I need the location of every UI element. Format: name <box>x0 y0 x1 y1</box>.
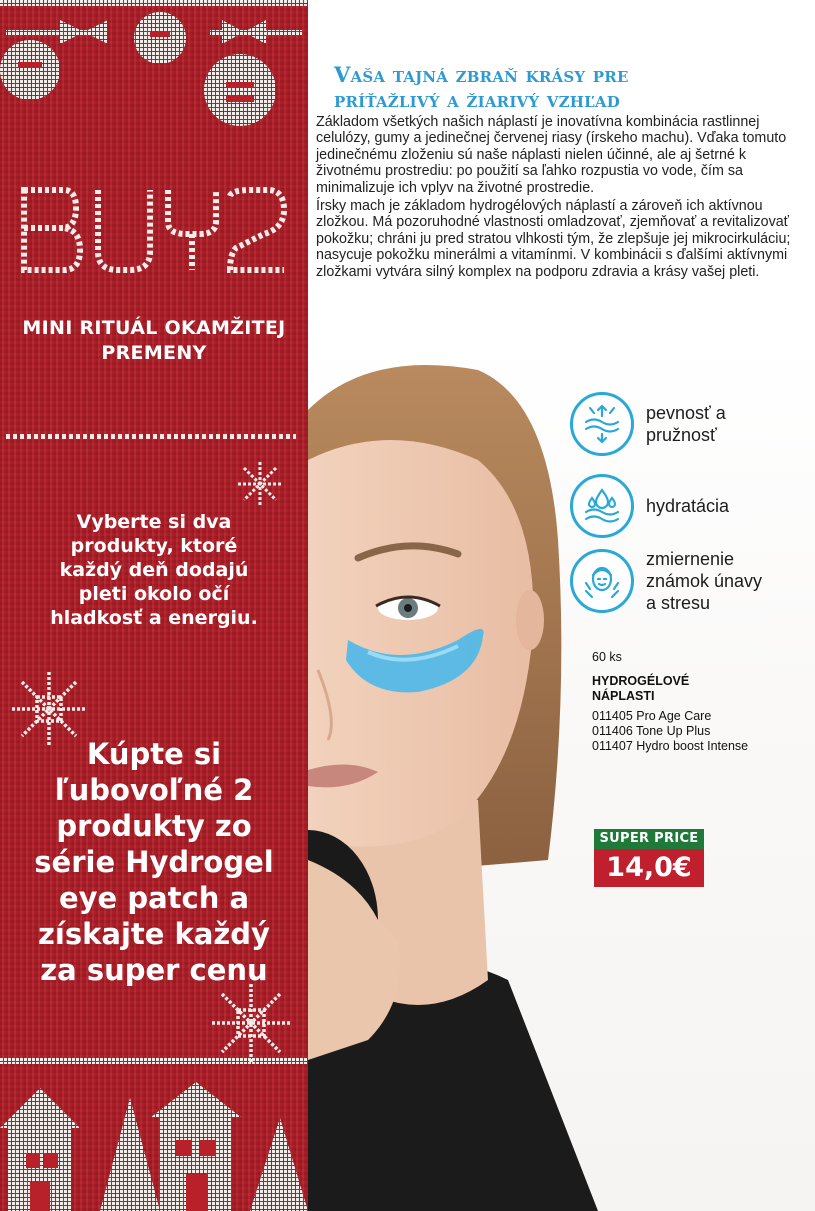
snowflake-icon <box>210 982 292 1064</box>
benefit-label: pevnosť a <box>646 403 726 423</box>
choose-text: Vyberte si dva produkty, ktoré každý deň dodajú pleti okolo očí hladkosť a energiu. <box>50 511 258 629</box>
benefit-label: a stresu <box>646 593 711 613</box>
description <box>316 114 794 280</box>
benefit-relief <box>570 548 762 614</box>
headline <box>334 62 794 112</box>
product-name-line: NÁPLASTI <box>592 689 655 703</box>
benefit-hydration <box>570 474 729 538</box>
description-paragraph-2: Írsky mach je základom hydrogélových náplastí a zároveň ich aktívnou zložkou. Má pozoruhodné vlastnosti omladzovať, zjemňovať a revitalizovať pokožku; chráni ju pred stratou vlhkosti tým, že zlepšuje jej mikrocirkuláciu; nasycuje pokožku minerálmi a vitamínmi. V kombinácii s ďalšími aktívnymi zložkami vytvára silný komplex na podporu zdravia a krásy vašej pleti. <box>316 198 791 280</box>
product-name <box>592 674 802 704</box>
benefit-firmness <box>570 392 726 456</box>
snowflake-icon <box>236 460 284 508</box>
headline-line-1: Vaša tajná zbraň krásy pre <box>334 62 629 87</box>
ornaments-pattern <box>0 0 308 140</box>
firmness-icon <box>570 392 634 456</box>
product-variant: 011407 Hydro boost Intense <box>592 739 749 753</box>
product-count: 60 ks <box>592 650 622 664</box>
benefit-label: pružnosť <box>646 425 717 445</box>
face-relief-icon <box>570 549 634 613</box>
offer-text: Kúpte si ľubovoľné 2 produkty zo série Hydrogel eye patch a získajte každý za super cenu <box>34 737 274 987</box>
headline-line-2: príťažlivý a žiarivý vzhľad <box>334 87 620 112</box>
product-variant: 011406 Tone Up Plus <box>592 724 711 738</box>
product-info <box>592 650 802 754</box>
price-badge <box>594 829 704 887</box>
knit-divider <box>6 434 296 439</box>
buy2-knit-title <box>18 182 290 278</box>
benefit-label: známok únavy <box>646 571 763 591</box>
houses-pattern <box>0 1058 308 1211</box>
hydration-icon <box>570 474 634 538</box>
benefit-label: hydratácia <box>646 496 730 516</box>
model-portrait-image <box>308 340 815 1211</box>
ritual-title: MINI RITUÁL OKAMŽITEJ PREMENY <box>22 317 286 364</box>
description-paragraph-1: Základom všetkých našich náplastí je inovatívna kombinácia rastlinnej celulózy, gumy a jedinečnej červenej riasy (írskeho machu). Vďaka tomuto jedinečnému zloženiu sú naše náplasti nielen účinné, ale aj šetrné k životnému prostrediu: po použití sa ľahko rozpustia vo vode, čím sa minimalizuje ich vplyv na životné prostredie. <box>316 114 787 196</box>
price-value: 14,0€ <box>594 849 704 887</box>
benefit-label: zmiernenie <box>646 549 735 569</box>
product-variant: 011405 Pro Age Care <box>592 709 712 723</box>
price-tag: SUPER PRICE <box>594 829 704 849</box>
product-name-line: HYDROGÉLOVÉ <box>592 674 690 688</box>
promo-side-panel <box>0 0 308 1211</box>
